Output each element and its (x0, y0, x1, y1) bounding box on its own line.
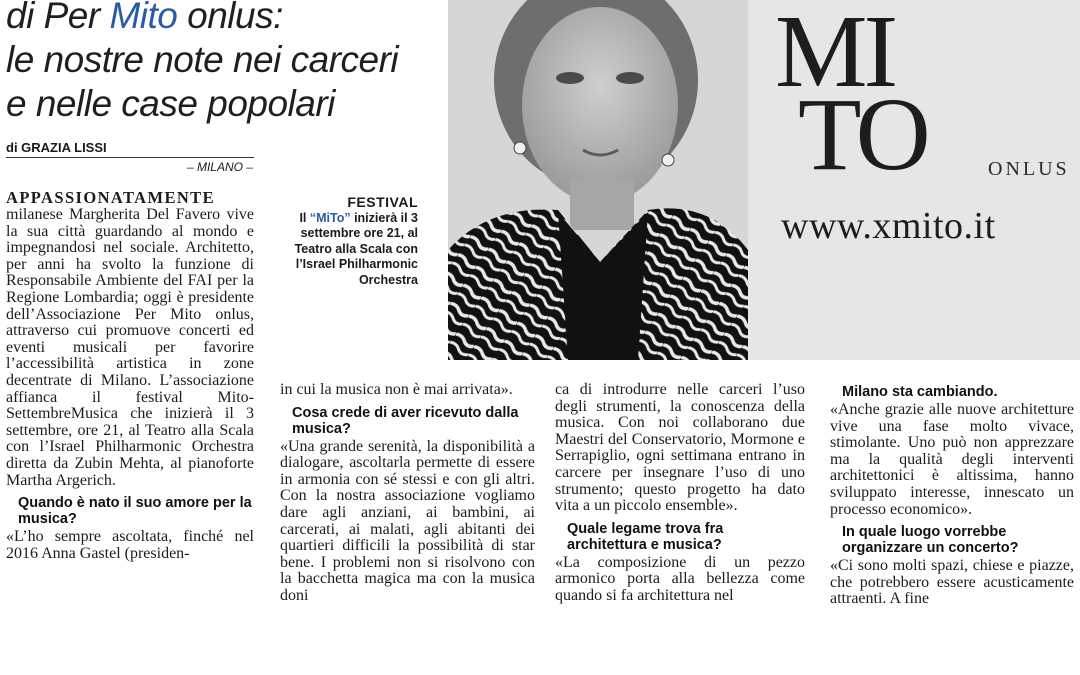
paragraph: «Anche grazie alle nuove architetture vive una fase molto vivace, stimolante. Uno può non apprezzare ma la qualità degli interventi architettonici è altissima, hanno sviluppato interesse, innescato un processo economico». (830, 401, 1074, 518)
portrait-photo (448, 0, 1080, 360)
paragraph: «L’ho sempre ascoltata, finché nel 2016 Anna Gastel (presiden- (6, 528, 254, 562)
lead-word: APPASSIONATAMENTE (6, 188, 215, 207)
interview-question: Milano sta cambiando. (842, 384, 998, 400)
paragraph: ca di introdurre nelle carceri l’uso degli strumenti, la conoscenza della musica. Con noi collaborano due Maestri del Conservatorio, Mormone e Serrapiglio, ogni settimana entrano in carcere per insegnare l’uso di uno strumento; questo progetto ha dato vita a un piccolo ensemble». (555, 381, 805, 515)
paragraph: «La composizione di un pezzo armonico porta alla bellezza come quando si fa architettura nel (555, 553, 805, 604)
portrait-illustration (448, 0, 1080, 360)
paragraph: «Una grande serenità, la disponibilità a dialogare, ascoltarla permette di essere in armonia con sé stessi e con gli altri. Con la nostra associazione vogliamo dare agli anziani, ai bambini, ai carcerati, ai malati, agli abitanti dei quartieri difficili la possibilità di star bene. I problemi non si risolvono con la bacchetta magica ma con la musica doni (280, 437, 535, 604)
festival-sidebar (270, 195, 418, 288)
byline-rule (6, 157, 254, 158)
article-column-2 (280, 382, 535, 605)
headline-line-3: e nelle case popolari (6, 83, 335, 124)
paragraph: in cui la musica non è mai arrivata». (280, 381, 513, 398)
website-url: www.xmito.it (781, 205, 996, 247)
interview-question: In quale luogo vorrebbe organizzare un concerto? (842, 524, 1019, 557)
article-column-3 (555, 382, 805, 605)
logo-mi: MI (775, 0, 895, 109)
headline-line-1: di Per Mito onlus: (6, 0, 283, 36)
interview-question: Quale legame trova fra architettura e musica? (567, 520, 724, 553)
byline: di GRAZIA LISSI (6, 140, 107, 155)
paragraph: «Ci sono molti spazi, chiese e piazze, che potrebbero essere acusticamente attraenti. A fine (830, 557, 1074, 608)
article-column-1 (6, 188, 254, 562)
festival-text: Il “MiTo” inizierà il 3 settembre ore 21, al Teatro alla Scala con l’Israel Philharmonic Orchestra (294, 210, 418, 287)
interview-question: Cosa crede di aver ricevuto dalla musica? (292, 404, 519, 437)
logo-to: TO (798, 77, 927, 192)
article-column-4 (830, 384, 1074, 608)
headline-line-2: le nostre note nei carceri (6, 39, 399, 80)
logo-onlus: ONLUS (988, 158, 1070, 180)
festival-tag: FESTIVAL (347, 194, 418, 210)
dateline-location: – MILANO – (186, 160, 253, 174)
paragraph: milanese Margherita Del Favero vive la sua città guardando al mondo e impegnandosi nel sociale. Architetto, per anni ha svolto la funzione di Responsabile Ambiente del FAI per la Regione Lombardia; oggi è presidente dell’Associazione Per Mito onlus, attraverso cui promuove concerti ed eventi musicali per favorire l’accessibilità artistica in zone decentrate di Milano. L’associazione affianca il festival Mito-SettembreMusica che inizierà il 3 settembre, ore 21, al Teatro alla Scala con l’Israel Philharmonic Orchestra diretta da Zubin Mehta, al pianoforte Martha Argerich. (6, 206, 254, 489)
interview-question: Quando è nato il suo amore per la musica? (18, 495, 252, 528)
